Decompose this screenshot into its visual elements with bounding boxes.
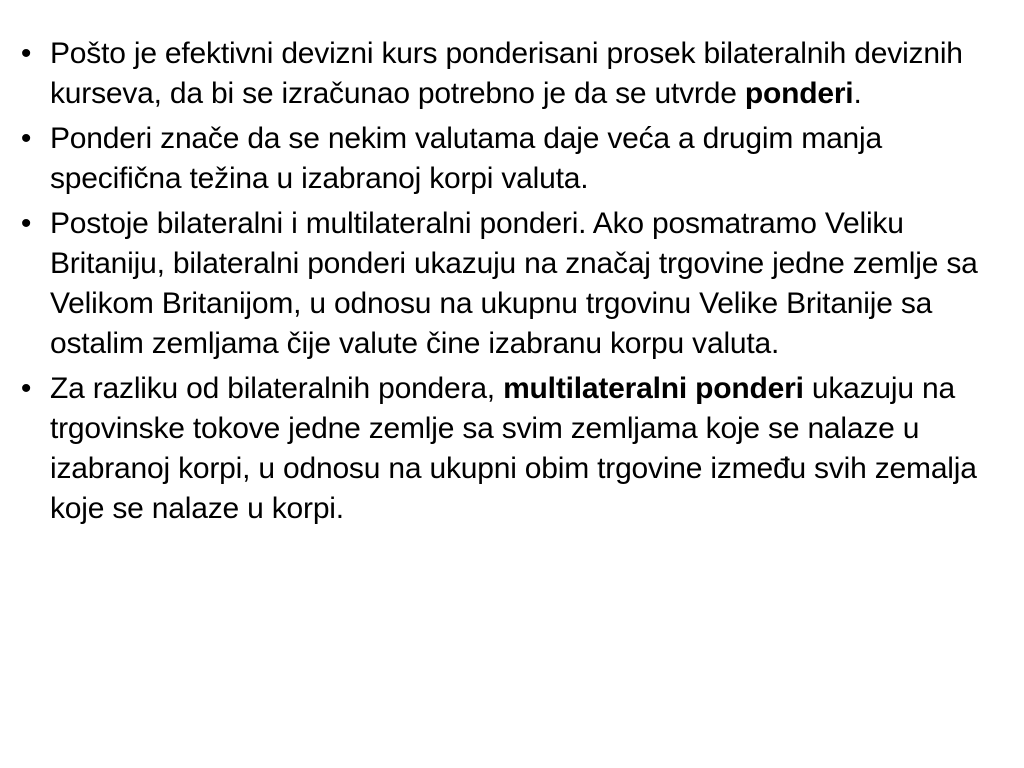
bullet-1-text-after: . bbox=[853, 77, 862, 110]
bullet-2-text: Ponderi znače da se nekim valutama daje veća a drugim manja specifična težina u izabranoj korpi valuta. bbox=[50, 122, 882, 195]
bullet-4-text-before: Za razliku od bilateralnih pondera, bbox=[50, 372, 504, 405]
bullet-4-bold-term: multilateralni ponderi bbox=[503, 372, 804, 405]
bullet-item-1 bbox=[14, 34, 1010, 114]
bullet-list bbox=[14, 34, 1010, 529]
bullet-marker: • bbox=[20, 122, 32, 155]
bullet-1-bold-term: ponderi bbox=[744, 77, 854, 110]
bullet-1-text-before: Pošto je efektivni devizni kurs ponderisani prosek bilateralnih deviznih kurseva, da bi se izračunao potrebno je da se utvrde bbox=[50, 37, 963, 110]
bullet-marker: • bbox=[20, 207, 32, 240]
bullet-3-text: Postoje bilateralni i multilateralni ponderi. Ako posmatramo Veliku Britaniju, bilateralni ponderi ukazuju na značaj trgovine jedne zemlje sa Velikom Britanijom, u odnosu na ukupnu trgovinu Velike Britanije sa ostalim zemljama čije valute čine izabranu korpu valuta. bbox=[50, 207, 978, 360]
bullet-item-3 bbox=[14, 204, 1010, 364]
bullet-item-4 bbox=[14, 369, 1010, 529]
bullet-4-text-after: ukazuju na trgovinske tokove jedne zemlje sa svim zemljama koje se nalaze u izabranoj korpi, u odnosu na ukupni obim trgovine između svih zemalja koje se nalaze u korpi. bbox=[50, 372, 977, 525]
bullet-item-2 bbox=[14, 119, 1010, 199]
bullet-marker: • bbox=[20, 372, 32, 405]
bullet-marker: • bbox=[20, 37, 32, 70]
